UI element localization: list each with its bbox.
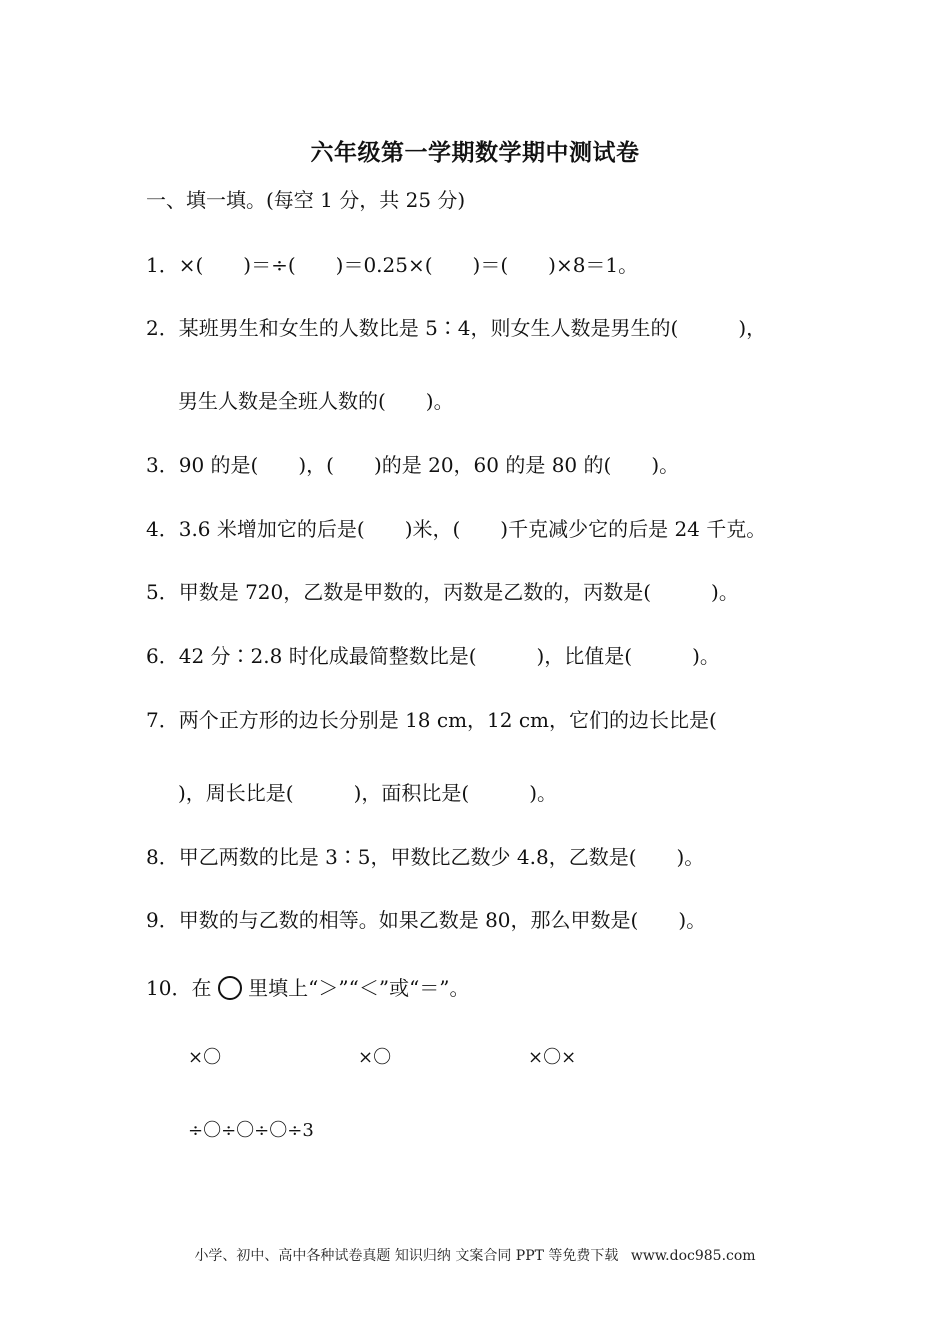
compare-item-1: ×〇 (188, 1047, 222, 1068)
question-7-line-1: 7．两个正方形的边长分别是 18 cm，12 cm，它们的边长比是( (146, 708, 717, 732)
compare-item-3: ×〇× (528, 1047, 577, 1068)
question-1: 1．×( )＝÷( )＝0.25×( )＝( )×8＝1。 (146, 253, 639, 277)
question-5: 5．甲数是 720，乙数是甲数的，丙数是乙数的，丙数是( )。 (146, 580, 739, 604)
question-6: 6．42 分∶2.8 时化成最简整数比是( )，比值是( )。 (146, 644, 720, 668)
footer-text: 小学、初中、高中各种试卷真题 知识归纳 文案合同 PPT 等免费下载 (194, 1248, 619, 1264)
question-10 (146, 974, 470, 1002)
question-4: 4．3.6 米增加它的后是( )米，( )千克减少它的后是 24 千克。 (146, 517, 767, 541)
question-9: 9．甲数的与乙数的相等。如果乙数是 80，那么甲数是( )。 (146, 908, 707, 932)
section-heading: 一、填一填。(每空 1 分，共 25 分) (146, 188, 466, 212)
question-8: 8．甲乙两数的比是 3∶5，甲数比乙数少 4.8，乙数是( )。 (146, 845, 705, 869)
footer-link[interactable]: www.doc985.com (630, 1248, 756, 1264)
question-7-line-2: )，周长比是( )，面积比是( )。 (178, 781, 558, 805)
question-3: 3．90 的是( )，( )的是 20，60 的是 80 的( )。 (146, 453, 680, 477)
question-10-prefix: 10．在 (146, 976, 212, 1000)
question-2-line-1: 2．某班男生和女生的人数比是 5∶4，则女生人数是男生的( )， (146, 316, 767, 340)
page-footer (0, 1245, 950, 1265)
question-2-line-2: 男生人数是全班人数的( )。 (178, 389, 454, 413)
compare-row-2: ÷〇÷〇÷〇÷3 (188, 1120, 314, 1141)
circle-icon (218, 976, 242, 1000)
question-10-suffix: 里填上“＞”“＜”或“＝”。 (248, 976, 470, 1000)
page-title: 六年级第一学期数学期中测试卷 (310, 140, 640, 166)
compare-item-2: ×〇 (358, 1047, 392, 1068)
